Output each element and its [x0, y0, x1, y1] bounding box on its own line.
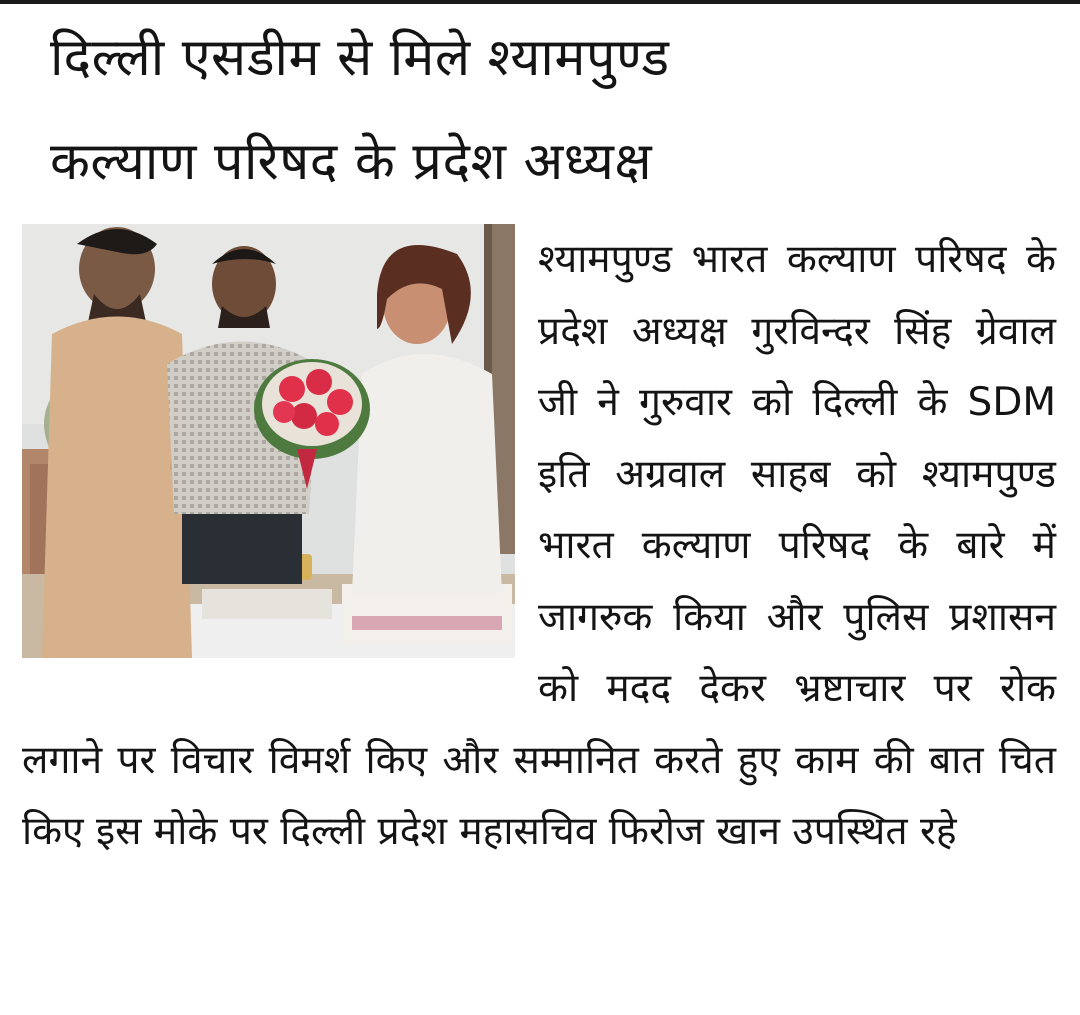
- top-rule: [0, 0, 1080, 4]
- headline: [50, 6, 1050, 214]
- headline-line-2: कल्याण परिषद के प्रदेश अध्यक्ष: [50, 132, 653, 192]
- photo-float-spacer: [22, 224, 538, 658]
- article-body-text: श्यामपुण्ड भारत कल्याण परिषद के प्रदेश अध्यक्ष गुरविन्दर सिंह ग्रेवाल जी ने गुरुवार को दिल्ली के SDM इति अग्रवाल साहब को श्यामपुण्ड भारत कल्याण परिषद के बारे में जागरुक किया और पुलिस प्रशासन को मदद देकर भ्रष्टाचार पर रोक लगाने पर विचार विमर्श किए और सम्मानित करते हुए काम की बात चित किए इस मोके पर दिल्ली प्रदेश महासचिव फिरोज खान उपस्थित रहे: [22, 237, 1056, 854]
- headline-line-1: दिल्ली एसडीम से मिले श्यामपुण्ड: [50, 28, 670, 88]
- article-body: [22, 224, 1056, 868]
